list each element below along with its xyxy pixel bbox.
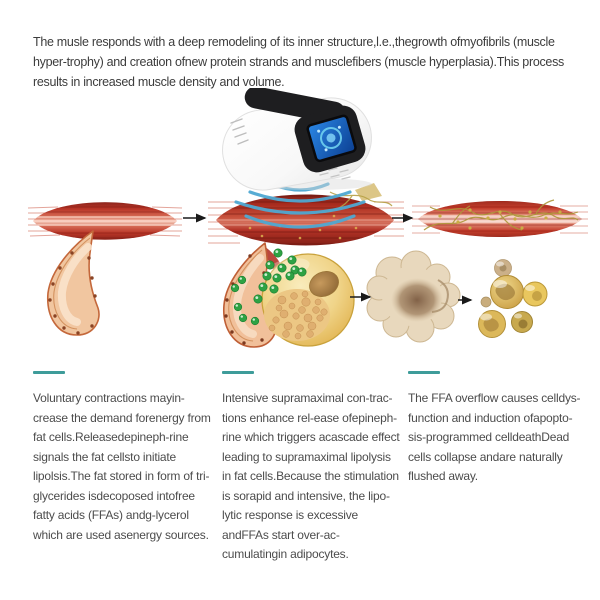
teal-divider — [408, 371, 440, 374]
device-illustration — [216, 88, 378, 196]
dead-cell-fragments — [479, 260, 548, 338]
muscle-stage-3 — [412, 200, 588, 237]
apoptotic-fat-cell — [367, 251, 460, 342]
column-2-text: Intensive supramaximal con-trac-tions enhance rel-ease ofepineph-rine which triggers acascade effect leading to supramaximal lipolysis in fat cells.Because the stimulation is sorapid and intensive, the lipo-lytic response is excessive andFFAs start over-ac-cumulatingin adipocytes. — [222, 391, 400, 562]
teal-divider — [222, 371, 254, 374]
dead-cell-core — [391, 278, 443, 322]
column-apoptosis — [408, 368, 582, 487]
column-1-text: Voluntary contractions mayin-crease the demand forenergy from fat cells.Releasedepineph-rine signals the fat cellsto initiate lipolsis.The fat stored in form of tri-glycerides isdecoposed intofree fatty acids (FFAs) andg-lycerol which are used asenergy sources. — [33, 391, 211, 542]
adipocyte-fat-cell — [262, 254, 354, 346]
intro-paragraph: The musle responds with a deep remodeling of its inner structure,l.e.,thegrowth ofmyofibrils (muscle hyper-trophy) and creation ofnew protein strands and musclefibers (muscle hyperplasia).This process results in increased muscle density and volume. — [33, 35, 564, 89]
process-illustration — [0, 88, 600, 360]
fat-pad-stage-1 — [48, 231, 99, 335]
column-lipolysis — [33, 368, 215, 545]
column-supramaximal — [222, 368, 402, 565]
muscle-stage-1 — [28, 202, 182, 243]
column-3-text: The FFA overflow causes celldys-function and induction ofapopto-sis-programmed celldeathDead cells collapse andare naturally flushed away. — [408, 391, 581, 484]
teal-divider — [33, 371, 65, 374]
